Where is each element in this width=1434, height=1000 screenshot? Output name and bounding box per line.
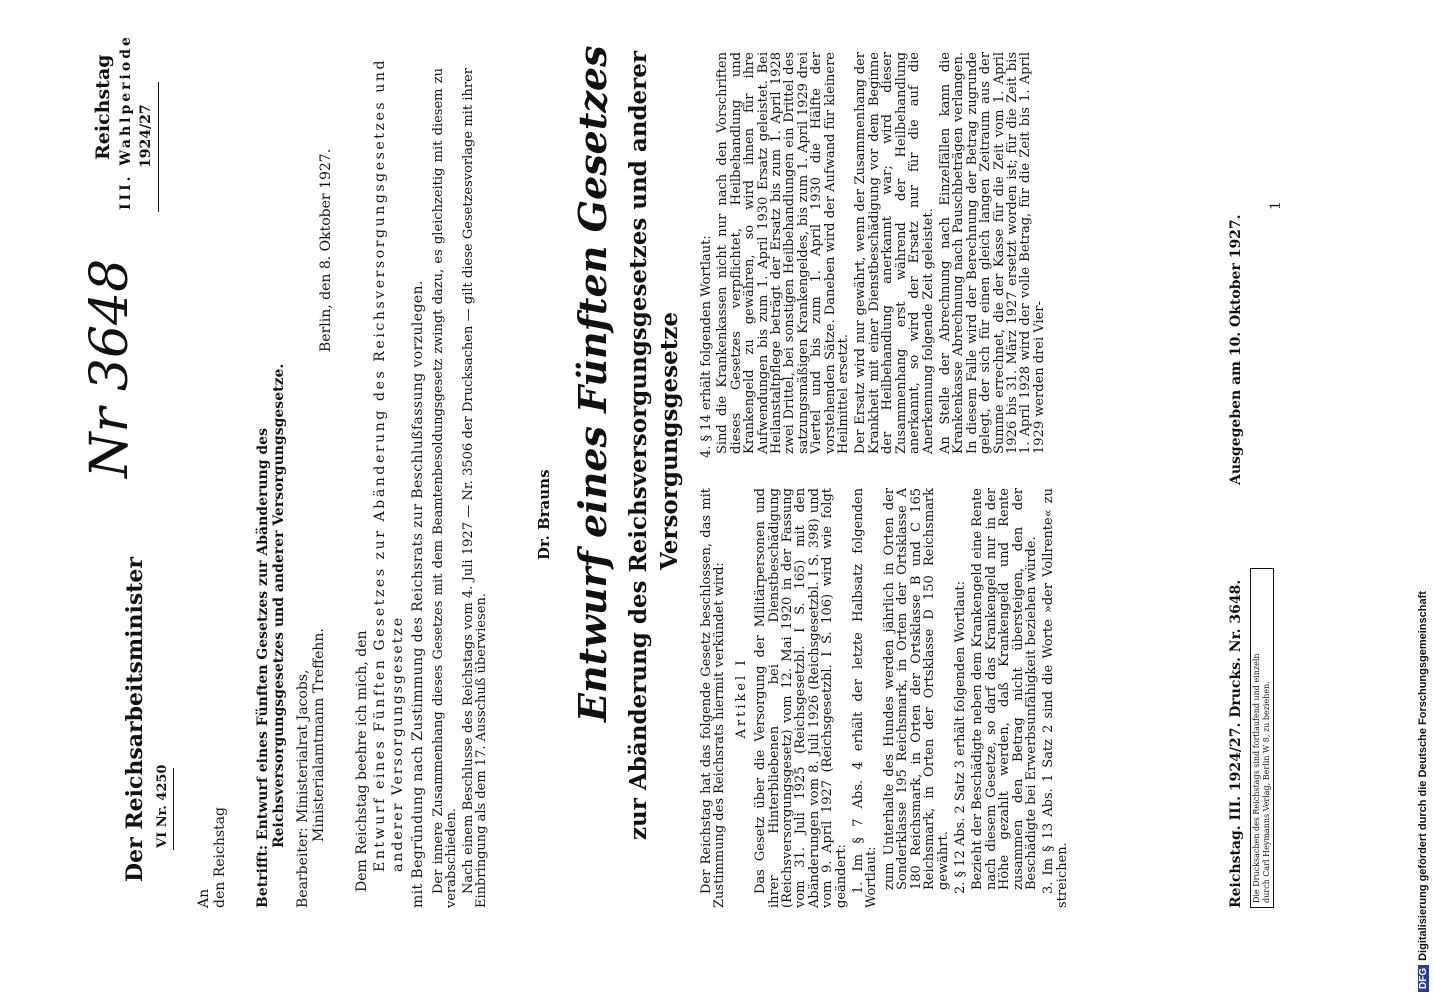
right-para-4: An Stelle der Abrechnung nach Einzelfällen kann die Krankenkasse Abrechnung nach Pauschbeträgen verlangen. In diesem Falle wird der Berechnung der Betrag zugrunde gelegt, der sich für einen gleich langen Zeitraum aus der Summe errechnet, die der Kasse für die Zeit vom 1. April 1926 bis 31. März 1927 ersetzt worden ist; für die Zeit bis 1. April 1928 wird der volle Betrag, für die Zeit bis 1. April 1929 werden drei Vier- [937,52,1047,454]
letter-p1-a: Dem Reichstag beehre ich mich, den [354,630,370,892]
left-para-5: Bezieht der Beschädigte neben dem Krankengeld eine Rente nach diesem Gesetze, so darf das Krankengeld nur in der Höhe gezahlt werden, daß Krankengeld und Rente zusammen den Betrag nicht übersteigen, den der Beschädigte bei Erwerbsunfähigkeit beziehen würde. [970,488,1039,890]
letter-p1-b: Entwurf eines Fünften Gesetzes zur Abänderung des Reichsversorgungsgesetzes und [372,57,388,872]
footer-box [1250,568,1274,908]
bearbeiter-line-2: Ministerialamtmann Treffehn. [311,628,327,842]
right-para-2: Sind die Krankenkassen nicht nur nach den Vorschriften dieses Gesetzes verpflichtet, Heilbehandlung und Krankengeld zu gewähren, so wird ihnen für ihre Aufwendungen bis zum 1. April 1930 Ersatz geleistet. Bei Heilanstaltpflege beträgt der Ersatz bis zum 1. April 1928 zwei Drittel, bei sonstigen Heilbehandlungen ein Drittel des satzungsmäßigen Krankengeldes, bis zum 1. April 1929 drei Viertel und bis zum 1. April 1930 die Hälfte der vorstehenden Sätze. Daneben wird der Aufwand für kleinere Heilmittel ersetzt. [715,52,852,454]
document-number: Nr 3648 [80,258,140,478]
footer-print-ref: Reichstag. III. 1924/27. Drucks. Nr. 3648. [1228,579,1244,908]
subject-line-2: Reichsversorgungsgesetzes und anderer Versorgungsgesetze. [271,363,287,848]
draft-title-line-3: Versorgungsgesetze [656,311,683,570]
reference-number: VI Nr. 4250 [155,764,170,848]
left-para-4: 2. § 12 Abs. 2 Satz 3 erhält folgenden Wortlaut: [952,580,968,894]
right-para-1: 4. § 14 erhält folgenden Wortlaut: [699,235,714,458]
period-years: 1924/27 [138,104,154,168]
reference-underline [173,768,174,850]
left-para-6: 3. Im § 13 Abs. 1 Satz 2 sind die Worte »der Vollrente« zu streichen. [1041,488,1070,908]
letter-p3: Nach einem Beschlusse des Reichstags vom 4. Juli 1927 — Nr. 3506 der Drucksachen — gilt diese Gesetzesvorlage mit ihrer Einbringung als dem 17. Ausschuß überwiesen. [461,68,490,908]
funding-note-text: Digitalisierung gefördert durch die Deutsche Forschungsgemeinschaft [1417,591,1429,961]
draft-title-line-1: Entwurf eines Fünften Gesetzes [570,45,615,722]
letter-p1-d: mit Begründung nach Zustimmung des Reichsrats zur Beschlußfassung vorzulegen. [410,280,426,908]
signature: Dr. Brauns [535,469,553,560]
page-number: 1 [1268,201,1284,210]
footer-box-line-1: Die Drucksachen des Reichstags sind fortlaufend und einzeln [1252,653,1261,903]
wahlperiode: III. Wahlperiode [118,34,134,210]
right-column [700,52,1046,472]
address-an: An [196,888,212,908]
draft-title-line-2: zur Abänderung des Reichsversorgungsgesetzes und anderer [625,50,652,840]
letter-date: Berlin, den 8. Oktober 1927. [318,148,334,352]
reichstag-heading: Reichstag [92,54,114,160]
bearbeiter-line-1: Bearbeiter: Ministerialrat Jacobs, [295,669,311,908]
left-para-3: zum Unterhalte des Hundes werden jährlich in Orten der Sonderklasse 195 Reichsmark, in Orten der Ortsklasse A 180 Reichsmark, in Orten der Ortsklasse B und C 165 Reichsmark, in Orten der Ortsklasse D 150 Reichsmark gewährt. [881,488,951,890]
right-para-3: Der Ersatz wird nur gewährt, wenn der Zusammenhang der Krankheit mit einer Dienstbeschädigung vor dem Beginne der Heilbehandlung anerkannt war; wird dieser Zusammenhang erst während der Heilbehandlung anerkannt, so wird der Ersatz nur für die auf die Anerkennung folgende Zeit geleistet. [853,52,936,454]
artikel-heading: Artikel I [733,657,749,739]
enactment-clause: Der Reichstag hat das folgende Gesetz beschlossen, das mit Zustimmung des Reichsrats hiermit verkündet wird: [699,488,728,908]
footer-box-line-2: durch Carl Heymanns Verlag, Berlin W 8, zu beziehen. [1262,681,1271,903]
dfg-logo: DFG [1418,965,1429,992]
left-para-1: Das Gesetz über die Versorgung der Militärpersonen und ihrer Hinterbliebenen bei Dienstbeschädigung (Reichsversorgungsgesetz) vom 12. Mai 1920 in der Fassung vom 31. Juli 1925 (Reichsgesetzbl. I S. 165) mit den Abänderungen vom 8. Juli 1926 (Reichsgesetzbl. I S. 398) und vom 9. April 1927 (Reichsgesetzbl. I S. 106) wird wie folgt geändert: [753,488,849,908]
footer-issue-date: Ausgegeben am 10. Oktober 1927. [1228,214,1244,485]
period-underline [158,82,159,212]
left-column [700,488,1069,908]
address-recipient: den Reichstag [212,807,228,908]
minister-heading: Der Reichsarbeitsminister [122,557,148,882]
letter-p2: Der innere Zusammenhang dieses Gesetzes mit dem Beamtenbesoldungsgesetz zwingt dazu, es gleichzeitig mit diesem zu verabschieden. [431,68,460,908]
subject-line-1: Betrifft: Entwurf eines Fünften Gesetzes zur Abänderung des [255,428,271,908]
letter-p1-c: anderer Versorgungsgesetze [390,616,406,872]
left-para-2: 1. Im § 7 Abs. 4 erhält der letzte Halbsatz folgenden Wortlaut: [851,488,880,908]
funding-note [1417,8,1433,992]
